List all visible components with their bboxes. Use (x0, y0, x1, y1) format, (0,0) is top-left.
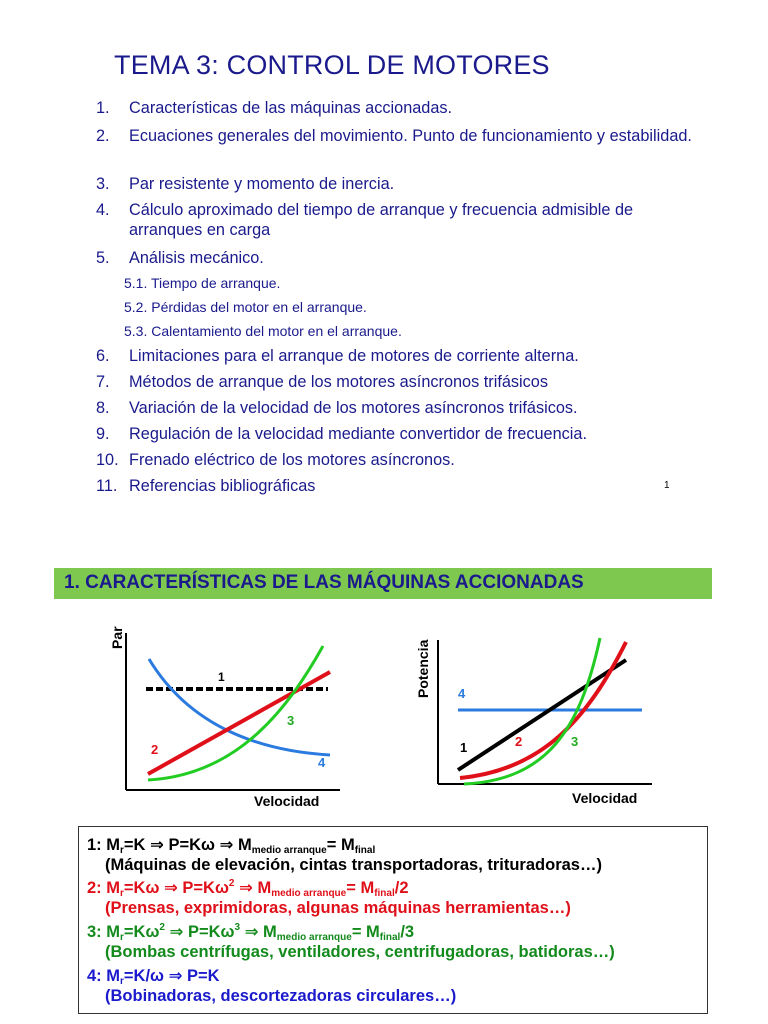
x-axis-label: Velocidad (254, 793, 320, 809)
power-speed-chart (412, 620, 672, 815)
series-1-label: 1 (218, 670, 225, 684)
series-1-line (458, 660, 626, 770)
series-2-label: 2 (151, 742, 159, 757)
torque-speed-chart (100, 615, 360, 815)
legend-row-3: 3: $M_r=K\omega^2$ ⇒ $P=K\omega^3$ ⇒ $M_{medio arranque}= M_{final}/3$ (87, 922, 415, 943)
toc-subitem: 5.2. Pérdidas del motor en el arranque. (124, 299, 367, 315)
section-header-bar (54, 568, 712, 599)
series-2-label: 2 (515, 734, 523, 749)
slide-title: TEMA 3: CONTROL DE MOTORES (114, 50, 550, 80)
y-axis-label: Potencia (415, 639, 431, 698)
x-axis-label: Velocidad (572, 790, 638, 806)
y-axis-label: Par (109, 626, 125, 649)
section-title: 1. CARACTERÍSTICAS DE LAS MÁQUINAS ACCIONADAS (64, 572, 584, 593)
legend-desc-4: (Bobinadoras, descortezadoras circulares…) (105, 987, 457, 1005)
legend-desc-2: (Prensas, exprimidoras, algunas máquinas herramientas…) (105, 899, 571, 917)
toc-subitem: 5.3. Calentamiento del motor en el arranque. (124, 323, 402, 339)
series-4-line (149, 659, 330, 755)
legend-row-1: 1: $M_r=K$ ⇒ P=Kω ⇒ $M_{medio arranque}= M_{final}$ (87, 836, 376, 856)
series-3-label: 3 (571, 734, 579, 749)
legend-desc-1: (Máquinas de elevación, cintas transportadoras, trituradoras…) (105, 856, 602, 874)
series-4-label: 4 (458, 686, 466, 701)
series-4-label: 4 (318, 755, 326, 770)
load-types-legend (78, 826, 708, 1014)
legend-desc-3: (Bombas centrífugas, ventiladores, centrifugadoras, batidoras…) (105, 943, 615, 961)
toc-subitem: 5.1. Tiempo de arranque. (124, 275, 281, 291)
series-3-label: 3 (287, 713, 295, 728)
series-1-label: 1 (460, 740, 468, 755)
legend-row-2: 2: $M_r=K\omega$ ⇒ $P=K\omega^2$ ⇒ $M_{medio arranque}= M_{final}/2$ (87, 878, 409, 899)
page-number: 1 (664, 480, 670, 491)
legend-row-4: 4: $M_r=K/\omega$ ⇒ P=K (87, 967, 220, 987)
